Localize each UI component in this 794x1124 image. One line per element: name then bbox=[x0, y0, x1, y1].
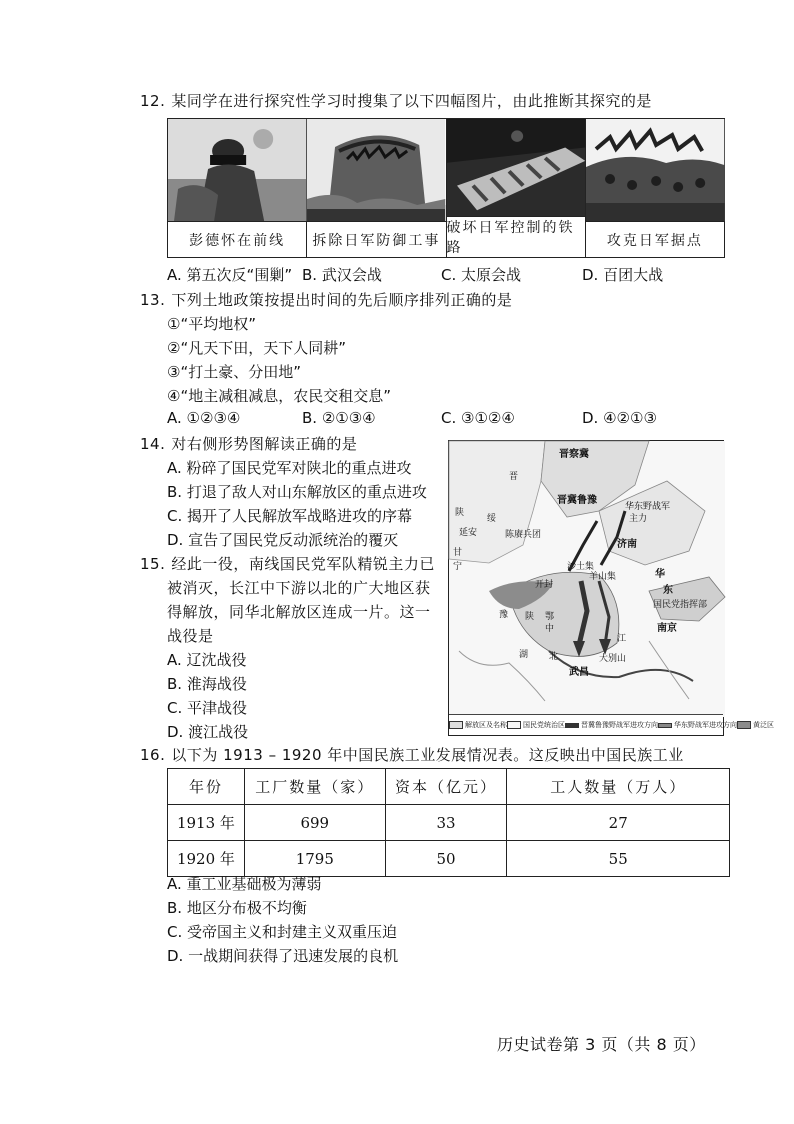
legend-item: 晋冀鲁豫野战军进攻方向 bbox=[565, 720, 658, 730]
map-label-sui: 绥 bbox=[487, 514, 497, 524]
q14-option-d[interactable]: D. 宣告了国民党反动派统治的覆灭 bbox=[167, 531, 399, 549]
photo-cell-3 bbox=[447, 119, 586, 257]
q13-option-d[interactable]: D. ④②①③ bbox=[582, 409, 657, 427]
table-row bbox=[168, 841, 730, 877]
legend-item: 国民党统治区 bbox=[507, 720, 565, 730]
table-cell: 699 bbox=[244, 805, 385, 841]
map-label-shatuji: 沙土集 bbox=[567, 562, 595, 572]
q12-stem: 12. 某同学在进行探究性学习时搜集了以下四幅图片，由此推断其探究的是 bbox=[140, 92, 652, 110]
photo-cell-4 bbox=[586, 119, 724, 257]
q13-option-b[interactable]: B. ②①③④ bbox=[302, 409, 376, 427]
map-label-hu: 湖 bbox=[519, 650, 529, 660]
map-label-wuchang: 武昌 bbox=[569, 667, 589, 678]
map-label-jiang: 江 bbox=[617, 634, 627, 644]
photo-cell-2 bbox=[307, 119, 446, 257]
map-label-yanan: 延安 bbox=[459, 528, 478, 538]
photo-caption: 拆除日军防御工事 bbox=[312, 232, 441, 249]
q16-option-d[interactable]: D. 一战期间获得了迅速发展的良机 bbox=[167, 947, 399, 965]
question-number: 14. bbox=[140, 435, 166, 453]
map-label-gan: 甘 bbox=[453, 548, 463, 558]
q13-option-a[interactable]: A. ①②③④ bbox=[167, 409, 241, 427]
map-label-hua: 华 bbox=[655, 569, 665, 580]
table-header-cell: 工人数量（万人） bbox=[507, 769, 730, 805]
table-header-cell: 年份 bbox=[168, 769, 245, 805]
q13-item-1: ①“平均地权” bbox=[167, 315, 256, 333]
map-label-chen-geng: 陈赓兵团 bbox=[505, 530, 542, 540]
legend-item: 华东野战军进攻方向 bbox=[658, 720, 737, 730]
legend-swatch bbox=[507, 721, 521, 729]
q16-stem: 16. 以下为 1913 – 1920 年中国民族工业发展情况表。这反映出中国民族工业 bbox=[140, 746, 684, 764]
situation-map bbox=[448, 440, 774, 736]
q15-stem-line-2: 被消灭，长江中下游以北的广大地区获 bbox=[167, 579, 431, 597]
photo-caption: 彭德怀在前线 bbox=[189, 232, 286, 249]
table-cell: 55 bbox=[507, 841, 730, 877]
q12-option-b[interactable]: B. 武汉会战 bbox=[302, 266, 382, 284]
table-row bbox=[168, 805, 730, 841]
q14-stem: 14. 对右侧形势图解读正确的是 bbox=[140, 435, 358, 453]
q16-option-b[interactable]: B. 地区分布极不均衡 bbox=[167, 899, 307, 917]
map-label-jin-ji-lu-yu: 晋冀鲁豫 bbox=[557, 495, 597, 506]
table-cell: 1795 bbox=[244, 841, 385, 877]
map-label-dabie: 大别山 bbox=[599, 654, 627, 664]
q15-stem-line-3: 得解放，同华北解放区连成一片。这一 bbox=[167, 603, 431, 621]
legend-item: 黄泛区 bbox=[737, 720, 774, 730]
table-cell: 1913 年 bbox=[168, 805, 245, 841]
map-label-dong: 东 bbox=[663, 585, 673, 596]
page-footer: 历史试卷第 3 页（共 8 页） bbox=[497, 1035, 706, 1054]
table-header-cell: 工厂数量（家） bbox=[244, 769, 385, 805]
q15-option-d[interactable]: D. 渡江战役 bbox=[167, 723, 249, 741]
q12-option-a[interactable]: A. 第五次反“围剿” bbox=[167, 266, 293, 284]
industry-table bbox=[167, 768, 730, 877]
map-label-kaifeng: 开封 bbox=[535, 580, 554, 590]
photo-fortification bbox=[307, 119, 445, 222]
q12-option-c[interactable]: C. 太原会战 bbox=[441, 266, 522, 284]
map-label-jin-cha-ji: 晋察冀 bbox=[559, 449, 589, 460]
map-label-e: 鄂 bbox=[545, 612, 555, 622]
q12-photo-strip bbox=[167, 118, 725, 258]
q14-option-a[interactable]: A. 粉碎了国民党军对陕北的重点进攻 bbox=[167, 459, 412, 477]
q13-item-3: ③“打土豪、分田地” bbox=[167, 363, 301, 381]
q15-option-b[interactable]: B. 淮海战役 bbox=[167, 675, 247, 693]
table-cell: 50 bbox=[385, 841, 507, 877]
photo-cell-1 bbox=[168, 119, 307, 257]
legend-swatch bbox=[449, 721, 463, 729]
table-cell: 27 bbox=[507, 805, 730, 841]
map-label-yangshanji: 羊山集 bbox=[589, 572, 617, 582]
map-label-ning: 宁 bbox=[453, 562, 463, 572]
table-cell: 33 bbox=[385, 805, 507, 841]
question-number: 15. bbox=[140, 555, 166, 573]
q13-stem: 13. 下列土地政策按提出时间的先后顺序排列正确的是 bbox=[140, 291, 513, 309]
map-label-jin: 晋 bbox=[509, 472, 519, 482]
question-number: 16. bbox=[140, 746, 166, 764]
q15-stem-line-1: 15. 经此一役，南线国民党军队精锐主力已 bbox=[140, 555, 435, 573]
map-label-nanjing: 南京 bbox=[657, 623, 677, 634]
map-label-yu: 豫 bbox=[499, 610, 509, 620]
q13-item-4: ④“地主减租减息，农民交租交息” bbox=[167, 387, 391, 405]
question-number: 13. bbox=[140, 291, 166, 309]
q16-option-c[interactable]: C. 受帝国主义和封建主义双重压迫 bbox=[167, 923, 398, 941]
map-label-zhong: 中 bbox=[545, 624, 555, 634]
legend-swatch bbox=[737, 721, 751, 729]
photo-caption: 攻克日军据点 bbox=[606, 232, 703, 249]
legend-arrow bbox=[658, 723, 672, 728]
legend-item: 解放区及名称 bbox=[449, 720, 507, 730]
map-label-main-force: 主力 bbox=[629, 514, 648, 524]
photo-railway bbox=[447, 119, 585, 217]
table-header-cell: 资本（亿元） bbox=[385, 769, 507, 805]
q16-option-a[interactable]: A. 重工业基础极为薄弱 bbox=[167, 875, 322, 893]
table-cell: 1920 年 bbox=[168, 841, 245, 877]
map-label-kmt-hq: 国民党指挥部 bbox=[653, 600, 708, 610]
map-label-bei: 北 bbox=[549, 652, 559, 662]
q13-item-2: ②“凡天下田，天下人同耕” bbox=[167, 339, 346, 357]
map-label-hua-dong-army: 华东野战军 bbox=[625, 502, 671, 512]
photo-caption: 破坏日军控制的铁路 bbox=[446, 220, 575, 256]
photo-peng-dehuai bbox=[168, 119, 306, 222]
map-label-shaan: 陕 bbox=[525, 612, 535, 622]
q13-option-c[interactable]: C. ③①②④ bbox=[441, 409, 515, 427]
legend-arrow bbox=[565, 723, 579, 728]
q15-stem-line-4: 战役是 bbox=[167, 627, 214, 645]
map-label-jinan: 济南 bbox=[617, 539, 637, 550]
map-label-shan: 陕 bbox=[455, 508, 465, 518]
photo-stronghold bbox=[586, 119, 724, 222]
q14-option-c[interactable]: C. 揭开了人民解放军战略进攻的序幕 bbox=[167, 507, 413, 525]
q15-option-a[interactable]: A. 辽沈战役 bbox=[167, 651, 247, 669]
question-number: 12. bbox=[140, 92, 166, 110]
table-header-row bbox=[168, 769, 730, 805]
q12-option-d[interactable]: D. 百团大战 bbox=[582, 266, 664, 284]
q15-option-c[interactable]: C. 平津战役 bbox=[167, 699, 248, 717]
map-legend bbox=[449, 714, 774, 735]
q14-option-b[interactable]: B. 打退了敌人对山东解放区的重点进攻 bbox=[167, 483, 427, 501]
